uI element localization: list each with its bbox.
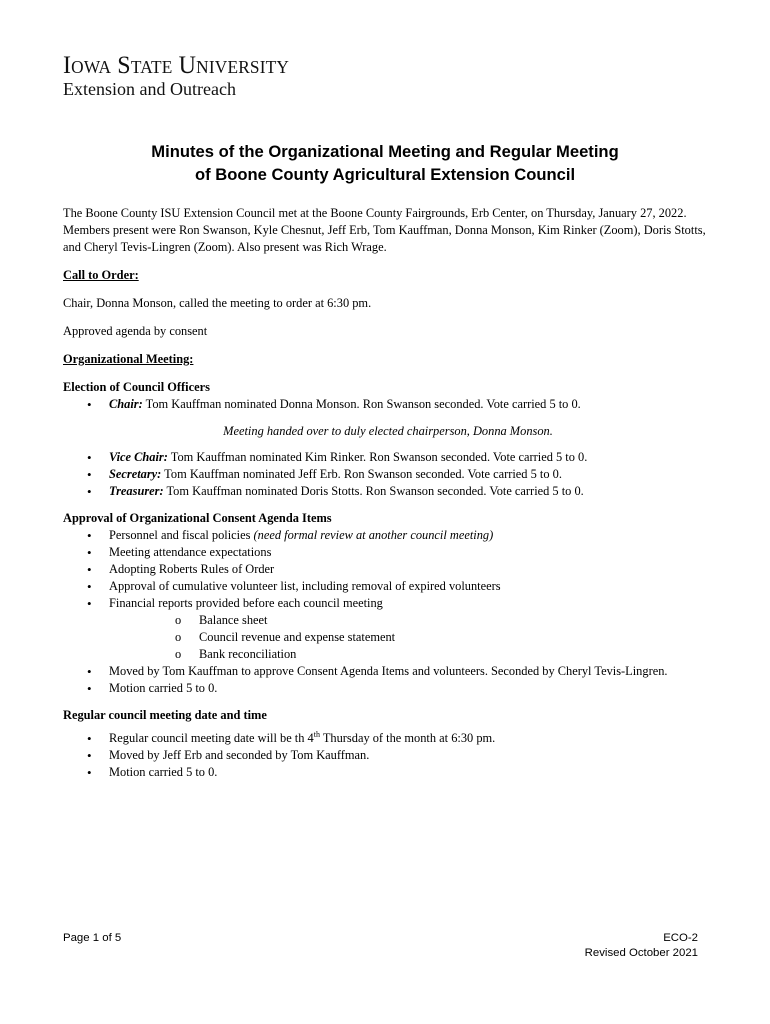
election-heading: Election of Council Officers: [63, 380, 210, 394]
form-id: ECO-2: [663, 932, 698, 944]
consent-list-continued: [63, 663, 713, 697]
ordinal-suffix: th: [313, 729, 320, 739]
logo-extension-name: Extension and Outreach: [63, 79, 236, 99]
title-line-1: Minutes of the Organizational Meeting and Regular Meeting: [151, 142, 619, 161]
list-item: • Approval of cumulative volunteer list, including removal of expired volunteers: [63, 578, 713, 595]
election-list-2: [63, 449, 713, 500]
role-chair: Chair:: [109, 397, 143, 411]
list-item: • Adopting Roberts Rules of Order: [63, 561, 713, 578]
title-line-2: of Boone County Agricultural Extension Council: [194, 165, 576, 184]
election-list-1: [63, 396, 713, 413]
list-item: [63, 730, 713, 747]
isu-logo: [63, 52, 299, 99]
vice-chair-text: Tom Kauffman nominated Kim Rinker. Ron Swanson seconded. Vote carried 5 to 0.: [167, 450, 588, 464]
call-to-order-text: Chair, Donna Monson, called the meeting to order at 6:30 pm.: [63, 296, 372, 310]
consent-heading: Approval of Organizational Consent Agenda Items: [63, 511, 332, 525]
regular-item-1-text: Regular council meeting date will be th 4: [109, 731, 314, 745]
treasurer-text: Tom Kauffman nominated Doris Stotts. Ron Swanson seconded. Vote carried 5 to 0.: [163, 484, 584, 498]
logo-university-name: Iowa State University: [63, 52, 290, 79]
regular-meeting-list: [63, 730, 713, 781]
organizational-meeting-heading: Organizational Meeting:: [63, 352, 194, 366]
chair-text: Tom Kauffman nominated Donna Monson. Ron Swanson seconded. Vote carried 5 to 0.: [142, 397, 581, 411]
sub-list-item: o Council revenue and expense statement: [63, 629, 713, 646]
regular-meeting-heading: Regular council meeting date and time: [63, 708, 267, 722]
agenda-approval-text: Approved agenda by consent: [63, 324, 208, 338]
sub-list-item: o Bank reconciliation: [63, 646, 713, 663]
form-info: [585, 931, 698, 961]
secretary-text: Tom Kauffman nominated Jeff Erb. Ron Swanson seconded. Vote carried 5 to 0.: [161, 467, 562, 481]
intro-paragraph: The Boone County ISU Extension Council met at the Boone County Fairgrounds, Erb Center, on Thursday, January 27, 2022. Members present were Ron Swanson, Kyle Chesnut, Jeff Erb, Tom Kauffman, Donna Monson, Kim Rinker (Zoom), Doris Stotts, and Cheryl Tevis-Lingren (Zoom). Also present was Rich Wrage.: [63, 206, 706, 254]
list-item-treasurer: [63, 483, 713, 500]
regular-item-1-rest: Thursday of the month at 6:30 pm.: [319, 731, 496, 745]
role-treasurer: Treasurer:: [109, 484, 164, 498]
list-item: • Motion carried 5 to 0.: [63, 764, 713, 781]
sub-list-item: o Balance sheet: [63, 612, 713, 629]
role-vice-chair: Vice Chair:: [109, 450, 168, 464]
handover-note: Meeting handed over to duly elected chairperson, Donna Monson.: [223, 424, 553, 438]
consent-item-1-note: (need formal review at another council meeting): [253, 528, 494, 542]
list-item: [63, 527, 713, 544]
document-body: [63, 205, 713, 781]
list-item-secretary: [63, 466, 713, 483]
revision-date: Revised October 2021: [584, 947, 698, 959]
list-item: • Moved by Jeff Erb and seconded by Tom Kauffman.: [63, 747, 713, 764]
list-item: • Meeting attendance expectations: [63, 544, 713, 561]
page-number: Page 1 of 5: [63, 932, 122, 944]
consent-item-5: Financial reports provided before each council meeting: [109, 596, 383, 610]
document-title: [0, 140, 770, 186]
list-item-chair: [63, 396, 713, 413]
financial-reports-sublist: [63, 612, 713, 663]
list-item-vice-chair: [63, 449, 713, 466]
list-item: • Motion carried 5 to 0.: [63, 680, 713, 697]
consent-list: [63, 527, 713, 612]
list-item: [63, 595, 713, 612]
consent-item-1: Personnel and fiscal policies: [109, 528, 254, 542]
list-item: • Moved by Tom Kauffman to approve Consent Agenda Items and volunteers. Seconded by Cheryl Tevis-Lingren.: [63, 663, 713, 680]
call-to-order-heading: Call to Order:: [63, 268, 139, 282]
role-secretary: Secretary:: [109, 467, 162, 481]
